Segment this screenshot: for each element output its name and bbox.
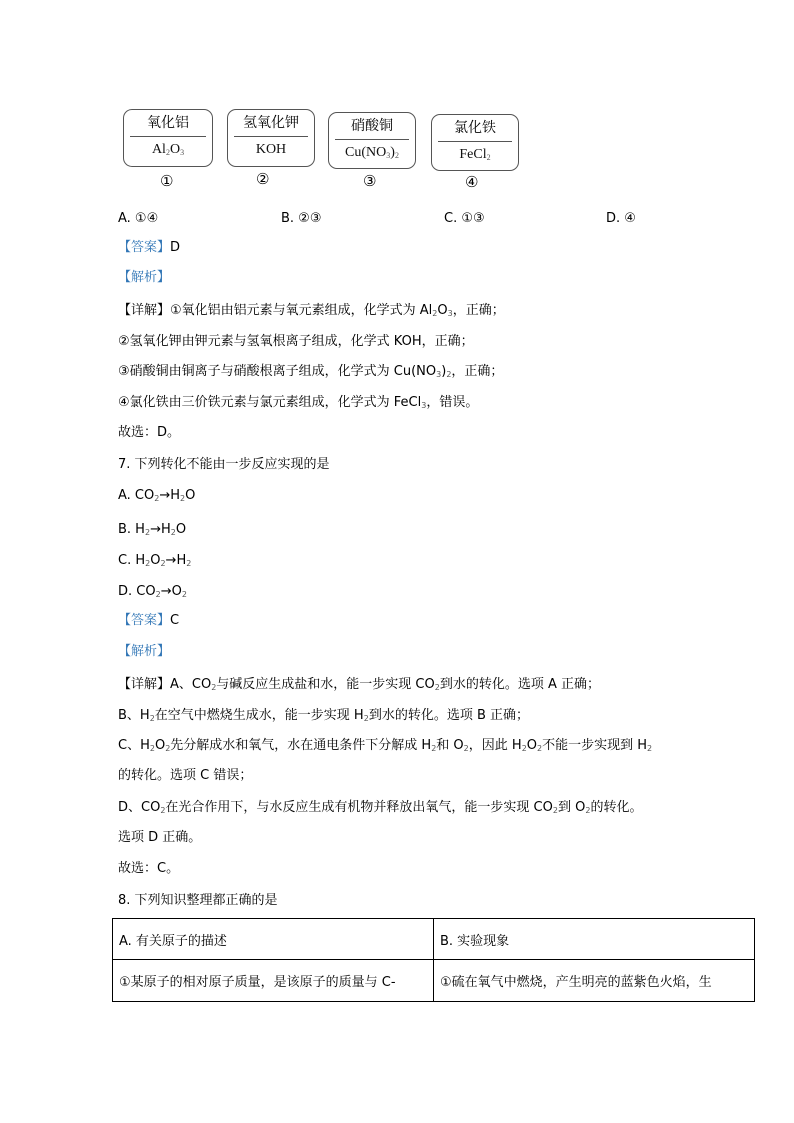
text-segment: ，正确；	[451, 364, 504, 379]
text-line	[118, 395, 478, 414]
text-line	[118, 708, 529, 727]
subscript: 2	[145, 559, 151, 568]
subscript: 2	[170, 528, 176, 537]
text-segment: →H	[165, 553, 187, 568]
chemical-card	[328, 112, 416, 169]
subscript: 3	[436, 370, 442, 379]
text-segment: O	[437, 303, 448, 318]
text-segment: B、H	[118, 708, 150, 723]
text-line	[118, 738, 652, 757]
text-segment: Cu(NO	[345, 145, 387, 160]
text-segment: FeCl	[459, 147, 487, 162]
text-segment: →H	[150, 522, 171, 537]
text-segment: ，正确；	[452, 303, 505, 318]
text-segment: 到 O	[557, 800, 586, 815]
text-segment: 的转化。	[590, 800, 643, 815]
text-line	[118, 893, 278, 909]
text-line	[118, 584, 187, 603]
subscript: 2	[155, 590, 161, 599]
subscript: 2	[211, 683, 217, 692]
text-segment: ，错误。	[426, 395, 479, 410]
text-segment: 不能一步实现到 H	[542, 738, 648, 753]
text-line	[118, 334, 474, 350]
text-segment: →H	[159, 488, 181, 503]
table-header-a: A. 有关原子的描述	[113, 919, 434, 960]
text-segment: 和 O	[436, 738, 464, 753]
subscript: 2	[486, 153, 491, 162]
subscript: 2	[434, 683, 440, 692]
text-segment: D、CO	[118, 800, 161, 815]
text-segment: O	[526, 738, 538, 753]
text-segment: 选项 D 正确。	[118, 830, 202, 845]
subscript: 2	[160, 559, 166, 568]
card-formula	[228, 137, 314, 163]
text-segment: Al	[151, 142, 166, 157]
subscript: 2	[154, 494, 160, 503]
text-segment: O	[150, 553, 161, 568]
chemical-card	[123, 109, 213, 167]
card-formula	[124, 137, 212, 166]
section-label: 【答案】	[118, 613, 171, 628]
card-number: ④	[465, 173, 479, 191]
text-segment: O	[175, 522, 187, 537]
text-segment: 在空气中燃烧生成水，能一步实现 H	[154, 708, 364, 723]
text-line	[118, 270, 170, 286]
text-segment: 与碱反应生成盐和水，能一步实现 CO	[216, 677, 435, 692]
option-b: B. ②③	[281, 211, 322, 226]
chemical-card	[431, 114, 519, 171]
section-label: 【答案】	[118, 240, 171, 255]
card-formula	[432, 142, 518, 171]
subscript: 2	[180, 494, 186, 503]
subscript: 2	[446, 370, 452, 379]
text-segment: 到水的转化。选项 B 正确；	[368, 708, 529, 723]
text-segment: O	[169, 142, 181, 157]
text-segment: A. CO	[118, 488, 155, 503]
subscript: 2	[585, 806, 591, 815]
text-line	[118, 303, 505, 322]
text-segment: B. H	[118, 522, 145, 537]
subscript: 2	[431, 744, 437, 753]
card-number: ③	[363, 172, 377, 190]
text-line	[118, 613, 179, 629]
text-segment: KOH	[255, 142, 287, 157]
subscript: 3	[386, 151, 391, 160]
text-segment: C、H	[118, 738, 150, 753]
text-segment: 故选：C。	[118, 861, 180, 876]
subscript: 2	[552, 806, 558, 815]
text-segment: →O	[160, 584, 182, 599]
subscript: 3	[180, 148, 185, 157]
text-segment: )	[390, 145, 395, 160]
text-segment: 【详解】A、CO	[118, 677, 212, 692]
section-label: 【解析】	[118, 644, 171, 659]
text-segment: 8. 下列知识整理都正确的是	[118, 893, 278, 908]
text-line	[118, 553, 191, 572]
text-segment: 【详解】①氧化铝由铝元素与氧元素组成，化学式为 Al	[118, 303, 433, 318]
text-line	[118, 830, 201, 846]
text-line	[118, 768, 252, 784]
subscript: 3	[421, 401, 427, 410]
subscript: 2	[537, 744, 543, 753]
subscript: 2	[521, 744, 527, 753]
text-segment: 先分解成水和氧气，水在通电条件下分解成 H	[170, 738, 432, 753]
table-header-b: B. 实验现象	[434, 919, 755, 960]
text-segment: ③硝酸铜由铜离子与硝酸根离子组成，化学式为 Cu(NO	[118, 364, 437, 379]
table-cell-a1: ①某原子的相对原子质量，是该原子的质量与 C-	[113, 960, 434, 1002]
subscript: 2	[647, 744, 653, 753]
card-name: 硝酸铜	[335, 113, 409, 140]
subscript: 2	[165, 148, 170, 157]
subscript: 3	[447, 309, 453, 318]
text-segment: )	[441, 364, 447, 379]
subscript: 2	[160, 806, 166, 815]
subscript: 2	[363, 714, 369, 723]
text-line	[118, 861, 179, 877]
card-number: ②	[256, 170, 270, 188]
text-segment: ④氯化铁由三价铁元素与氯元素组成，化学式为 FeCl	[118, 395, 422, 410]
option-c: C. ①③	[444, 211, 485, 226]
card-name: 氯化铁	[438, 115, 512, 142]
text-segment: 到水的转化。选项 A 正确；	[439, 677, 601, 692]
text-line	[118, 364, 503, 383]
table-header-row	[113, 919, 755, 960]
knowledge-table	[112, 918, 755, 1002]
subscript: 2	[181, 590, 187, 599]
text-line	[118, 457, 330, 473]
subscript: 2	[432, 309, 438, 318]
section-label: 【解析】	[118, 270, 171, 285]
text-segment: 在光合作用下，与水反应生成有机物并释放出氧气，能一步实现 CO	[165, 800, 553, 815]
text-segment: 7. 下列转化不能由一步反应实现的是	[118, 457, 330, 472]
subscript: 2	[149, 744, 155, 753]
text-segment: O	[154, 738, 166, 753]
text-segment: D. CO	[118, 584, 156, 599]
text-segment: 的转化。选项 C 错误；	[118, 768, 253, 783]
text-line	[118, 800, 642, 819]
subscript: 2	[165, 744, 171, 753]
text-segment: ②氢氧化钾由钾元素与氢氧根离子组成，化学式 KOH，正确；	[118, 334, 474, 349]
text-line	[118, 425, 180, 441]
text-line	[118, 644, 170, 660]
text-segment: ，因此 H	[468, 738, 522, 753]
subscript: 2	[149, 714, 155, 723]
table-row	[113, 960, 755, 1002]
text-segment: 故选：D。	[118, 425, 181, 440]
text-line	[118, 677, 600, 696]
text-segment: O	[185, 488, 196, 503]
option-d: D. ④	[606, 211, 636, 226]
text-line	[118, 488, 195, 507]
text-line	[118, 522, 186, 541]
chemical-card	[227, 109, 315, 167]
card-formula	[329, 140, 415, 169]
subscript: 2	[463, 744, 469, 753]
option-a: A. ①④	[118, 211, 159, 226]
text-line	[118, 240, 180, 256]
subscript: 2	[186, 559, 192, 568]
text-segment: C	[170, 613, 180, 628]
subscript: 2	[144, 528, 151, 537]
subscript: 2	[394, 151, 399, 160]
table-cell-b1: ①硫在氧气中燃烧，产生明亮的蓝紫色火焰，生	[434, 960, 755, 1002]
text-segment: D	[170, 240, 181, 255]
card-number: ①	[160, 172, 174, 190]
card-name: 氧化铝	[130, 110, 206, 137]
card-name: 氢氧化钾	[234, 110, 308, 137]
text-segment: C. H	[118, 553, 146, 568]
